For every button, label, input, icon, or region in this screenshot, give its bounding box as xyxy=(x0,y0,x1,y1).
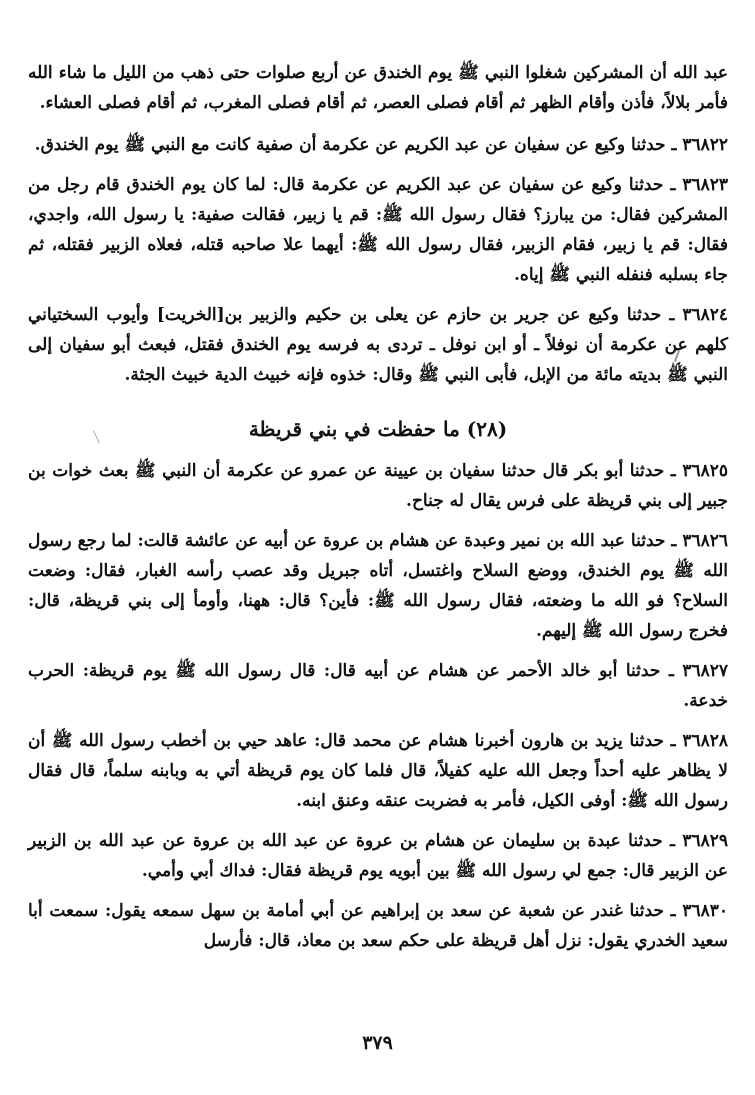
hadith-paragraph-36822: ٣٦٨٢٢ ـ حدثنا وكيع عن سفيان عن عبد الكريم عن عكرمة أن صفية كانت مع النبي ﷺ يوم الخندق. xyxy=(34,135,728,155)
hadith-paragraph-36825: ٣٦٨٢٥ ـ حدثنا أبو بكر قال حدثنا سفيان بن عيينة عن عمرو عن عكرمة أن النبي ﷺ بعث خوات بن جبير إلى بني قريظة على فرس يقال له جناح. xyxy=(28,461,728,511)
hadith-paragraph-36824: ٣٦٨٢٤ ـ حدثنا وكيع عن جرير بن حازم عن يعلى بن حكيم والزبير بن[الخريت] وأيوب السختياني كلهم عن عكرمة أن نوفلاً ـ أو ابن نوفل ـ تردى به فرسه يوم الخندق فقتل، فبعث أبو سفيان إلى النبي ﷺ بديته مائة من الإبل، فأبى النبي ﷺ وقال: خذوه فإنه خبيث الدية خبيث الجثة. xyxy=(28,305,728,385)
hadith-paragraph-36829: ٣٦٨٢٩ ـ حدثنا عبدة بن سليمان عن هشام بن عروة عن عبد الله بن عروة عن عبد الله بن الزبير عن الزبير قال: جمع لي رسول الله ﷺ بين أبويه يوم قريظة فقال: فداك أبي وأمي. xyxy=(28,831,728,881)
hadith-paragraph-36826: ٣٦٨٢٦ ـ حدثنا عبد الله بن نمير وعبدة عن هشام بن عروة عن أبيه عن عائشة قالت: لما رجع رسول الله ﷺ يوم الخندق، ووضع السلاح واغتسل، أتاه جبريل وقد عصب رأسه الغبار، فقال: وضعت السلاح؟ فو الله ما وضعته، فقال رسول الله ﷺ: فأين؟ قال: ههنا، وأومأ إلى بني قريظة، قال: فخرج رسول الله ﷺ إليهم. xyxy=(28,531,728,641)
hadith-paragraph-36823: ٣٦٨٢٣ ـ حدثنا وكيع عن سفيان عن عبد الكريم عن عكرمة قال: لما كان يوم الخندق قام رجل من المشركين فقال: من يبارز؟ فقال رسول الله ﷺ: قم يا زبير، فقالت صفية: يا رسول الله، واجدي، فقال: قم يا زبير، فقام الزبير، فقال رسول الله ﷺ: أيهما علا صاحبه قتله، فعلاه الزبير فقتله، ثم جاء بسلبه فنفله النبي ﷺ إياه. xyxy=(28,175,728,285)
page-body xyxy=(28,58,728,966)
hadith-paragraph-36828: ٣٦٨٢٨ ـ حدثنا يزيد بن هارون أخبرنا هشام عن محمد قال: عاهد حيي بن أخطب رسول الله ﷺ أن لا يظاهر عليه أحداً وجعل الله عليه كفيلاً، قال فلما كان يوم قريظة أتي به وبابنه سلماً، قال فقال رسول الله ﷺ: أوفى الكيل، فأمر به فضربت عنقه وعنق ابنه. xyxy=(28,731,728,811)
hadith-paragraph-36830: ٣٦٨٣٠ ـ حدثنا غندر عن شعبة عن سعد بن إبراهيم عن أبي أمامة بن سهل سمعه يقول: سمعت أبا سعيد الخدري يقول: نزل أهل قريظة على حكم سعد بن معاذ، قال: فأرسل xyxy=(28,901,728,951)
hadith-paragraph-36827: ٣٦٨٢٧ ـ حدثنا أبو خالد الأحمر عن هشام عن أبيه قال: قال رسول الله ﷺ يوم قريظة: الحرب خدعة. xyxy=(28,661,728,711)
paragraph-continuation: عبد الله أن المشركين شغلوا النبي ﷺ يوم الخندق عن أربع صلوات حتى ذهب من الليل ما شاء الله فأمر بلالاً، فأذن وأقام الظهر ثم أقام فصلى العصر، ثم أقام فصلى المغرب، ثم أقام فصلى العشاء. xyxy=(28,63,728,113)
page-number: ٣٧٩ xyxy=(362,1032,393,1054)
section-heading: (٢٨) ما حفظت في بني قريظة xyxy=(248,417,508,441)
